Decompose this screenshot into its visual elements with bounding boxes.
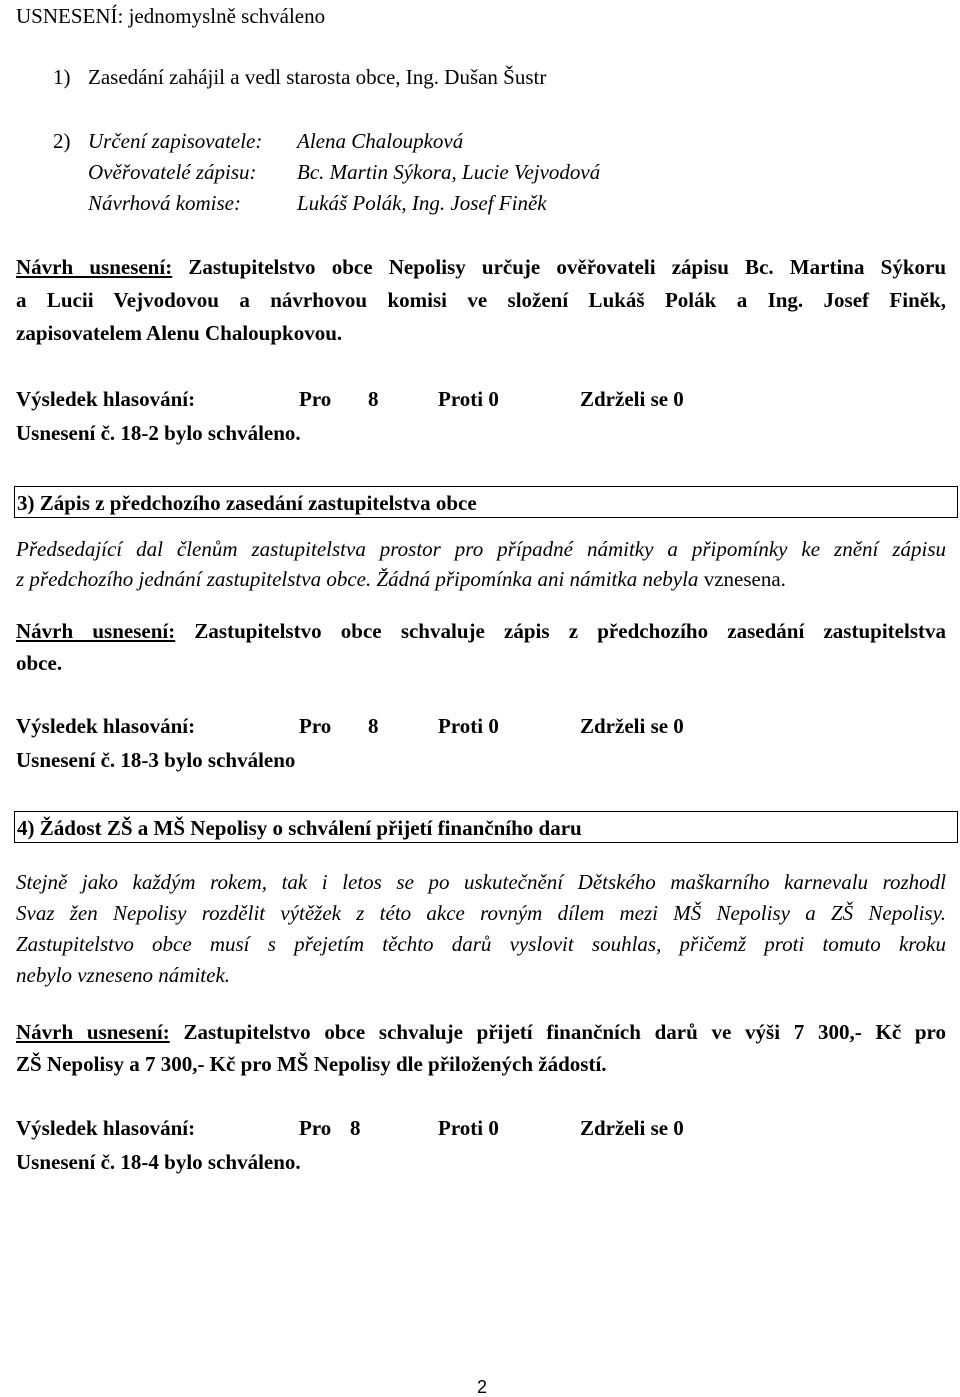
- vote-proti: Proti 0: [438, 1116, 499, 1140]
- vote-pro-count: 8: [368, 387, 379, 411]
- vote-proti: Proti 0: [438, 714, 499, 738]
- resolution-18-4: Usnesení č. 18-4 bylo schváleno.: [16, 1150, 301, 1174]
- item2-value-committee: Lukáš Polák, Ing. Josef Finěk: [297, 191, 547, 215]
- vote-proti: Proti 0: [438, 387, 499, 411]
- vote-result-label: Výsledek hlasování:: [16, 1116, 196, 1140]
- section4-para-line2: Svaz žen Nepolisy rozdělit výtěžek z této akce rovným dílem mezi MŠ Nepolisy a ZŠ Nepolisy.: [16, 901, 946, 925]
- vote-pro-count: 8: [350, 1116, 361, 1140]
- vote-zdrzeli: Zdrželi se 0: [580, 387, 684, 411]
- section3-heading: 3) Zápis z předchozího zasedání zastupitelstva obce: [17, 491, 477, 515]
- section4-heading-box: [14, 811, 958, 843]
- vote-pro-label: Pro: [299, 714, 332, 738]
- item2-label-committee: Návrhová komise:: [88, 191, 241, 215]
- proposal2-line3: zapisovatelem Alenu Chaloupkovou.: [16, 321, 343, 345]
- section4-para-line3: Zastupitelstvo obce musí s přejetím těchto darů vyslovit souhlas, přičemž proti tomuto kroku: [16, 932, 946, 956]
- page-number: 2: [477, 1377, 488, 1397]
- item2-value-recorder: Alena Chaloupková: [297, 129, 464, 153]
- item2-number: 2): [53, 129, 71, 153]
- section4-heading: 4) Žádost ZŠ a MŠ Nepolisy o schválení přijetí finančního daru: [17, 816, 582, 840]
- proposal2-line1: Návrh usnesení: Zastupitelstvo obce Nepolisy určuje ověřovateli zápisu Bc. Martina Sýkoru: [16, 255, 946, 279]
- section3-para-line1: Předsedající dal členům zastupitelstva prostor pro případné námitky a připomínky ke znění zápisu: [16, 537, 946, 561]
- item2-label-recorder: Určení zapisovatele:: [88, 129, 263, 153]
- resolution-heading: USNESENÍ: jednomyslně schváleno: [16, 4, 326, 28]
- item2-value-verifiers: Bc. Martin Sýkora, Lucie Vejvodová: [297, 160, 601, 184]
- vote-pro-count: 8: [368, 714, 379, 738]
- section4-para-line1: Stejně jako každým rokem, tak i letos se po uskutečnění Dětského maškarního karnevalu rozhodl: [16, 870, 946, 894]
- resolution-18-3: Usnesení č. 18-3 bylo schváleno: [16, 748, 296, 772]
- item2-label-verifiers: Ověřovatelé zápisu:: [88, 160, 257, 184]
- vote-pro-label: Pro: [299, 1116, 332, 1140]
- resolution-18-2: Usnesení č. 18-2 bylo schváleno.: [16, 421, 301, 445]
- section3-para-line2: z předchozího jednání zastupitelstva obce. Žádná připomínka ani námitka nebyla vznesena.: [16, 567, 786, 591]
- proposal2-line2: a Lucii Vejvodovou a návrhovou komisi ve složení Lukáš Polák a Ing. Josef Finěk,: [16, 288, 946, 312]
- item1-number: 1): [53, 65, 71, 89]
- vote-result-label: Výsledek hlasování:: [16, 714, 196, 738]
- vote-zdrzeli: Zdrželi se 0: [580, 1116, 684, 1140]
- vote-result-label: Výsledek hlasování:: [16, 387, 196, 411]
- section4-proposal-line2: ZŠ Nepolisy a 7 300,- Kč pro MŠ Nepolisy dle přiložených žádostí.: [16, 1052, 607, 1076]
- section4-proposal-line1: Návrh usnesení: Zastupitelstvo obce schvaluje přijetí finančních darů ve výši 7 300,- Kč pro: [16, 1020, 946, 1044]
- vote-zdrzeli: Zdrželi se 0: [580, 714, 684, 738]
- section4-para-line4: nebylo vzneseno námitek.: [16, 963, 231, 987]
- vote-pro-label: Pro: [299, 387, 332, 411]
- section3-heading-box: [14, 486, 958, 518]
- section3-proposal-line2: obce.: [16, 651, 63, 675]
- item1-text: Zasedání zahájil a vedl starosta obce, Ing. Dušan Šustr: [88, 65, 547, 89]
- proposal-label: Návrh usnesení:: [16, 255, 173, 279]
- section3-proposal-line1: Návrh usnesení: Zastupitelstvo obce schvaluje zápis z předchozího zasedání zastupitelstva: [16, 619, 946, 643]
